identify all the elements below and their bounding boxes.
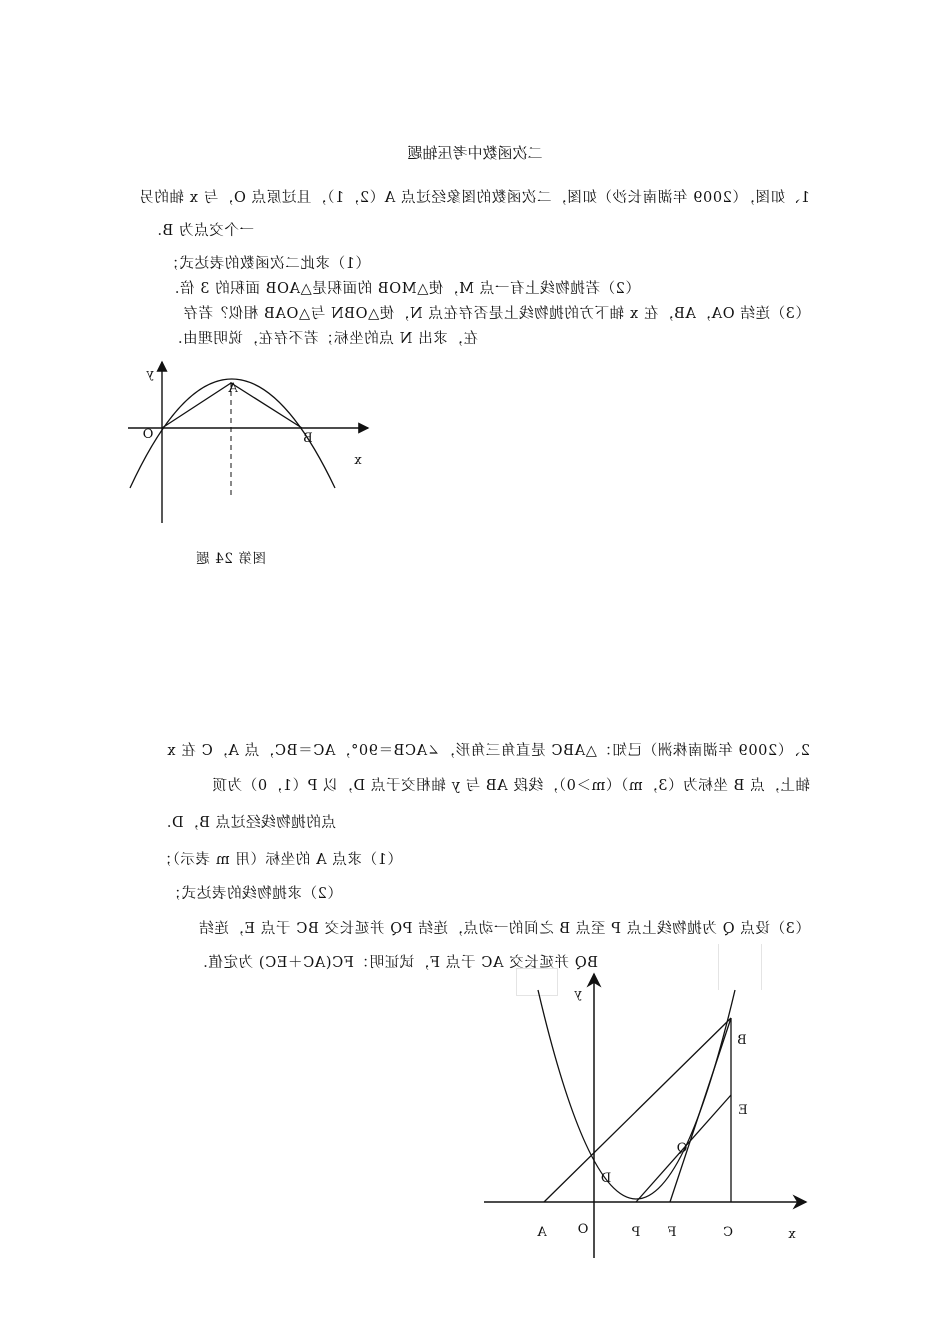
problem2-line-5: （2）求抛物线的表达式；: [166, 886, 342, 902]
point-c-label: C: [723, 1225, 733, 1240]
problem1-line-5: （3）连结 OA，AB，在 x 轴下方的抛物线上是否存在点 N，使△OBN 与△OAB 相似？若存: [182, 306, 810, 322]
problem2-line-6: （3）设点 Q 为抛物线上点 P 至点 B 之间的一动点，连结 PQ 并延长交 BC 于点 E，连结: [198, 921, 810, 937]
point-e-label: E: [738, 1103, 748, 1118]
problem2-line-7: BQ 并延长交 AC 于点 F，试证明：FC(AC＋EC) 为定值．: [192, 955, 598, 971]
problem2-line-2: 轴上，点 B 坐标为（3，m）（m＞0），线段 AB 与 y 轴相交于点 D，以 P（1，0）为顶: [211, 778, 810, 794]
point-b-label: B: [303, 431, 313, 446]
problem2-line-4: （1）求点 A 的坐标（用 m 表示）；: [156, 852, 402, 868]
origin-label: O: [577, 1222, 589, 1237]
problem1-line-3: （1）求此二次函数的表达式；: [163, 256, 370, 272]
problem1-line-1: 1、如图，（2009 年湖南长沙）如图，二次函数的图象经过点 A（2，1），且过原点 O，与 x 轴的另: [138, 190, 810, 206]
y-axis-label: y: [574, 987, 582, 1002]
problem1-line-4: （2）若抛物线上有一点 M，使△MOB 的面积是△AOB 面积的 3 倍．: [164, 281, 640, 297]
point-a-label: A: [537, 1225, 547, 1240]
y-axis-label: y: [146, 367, 154, 382]
problem1-caption: 图第 24 题: [195, 551, 266, 567]
point-q-label: Q: [676, 1141, 688, 1156]
problem1-line-2: 一个交点为 B．: [146, 223, 254, 239]
page-title: 二次函数中考压轴题: [407, 144, 543, 162]
x-axis-label: x: [354, 453, 362, 468]
problem1-figure: [120, 355, 380, 535]
point-b-label: B: [737, 1033, 747, 1048]
problem2-line-3: 点的抛物线经过点 B，D．: [156, 815, 336, 831]
origin-label: O: [142, 427, 154, 442]
point-a-label: A: [228, 381, 238, 396]
problem2-figure: [470, 965, 820, 1265]
line-bf: [670, 1018, 731, 1202]
x-axis-label: x: [788, 1227, 796, 1242]
point-p-label: P: [631, 1225, 641, 1240]
problem1-line-6: 在，求出 N 点的坐标；若不存在，说明理由．: [167, 331, 478, 347]
problem2-line-1: 2、（2009 年湖南株洲）已知：△ABC 是直角三角形，∠ACB＝90°，AC＝BC，点 A，C 在 x: [166, 743, 810, 759]
point-d-label: D: [600, 1171, 612, 1186]
point-f-label: F: [667, 1225, 677, 1240]
